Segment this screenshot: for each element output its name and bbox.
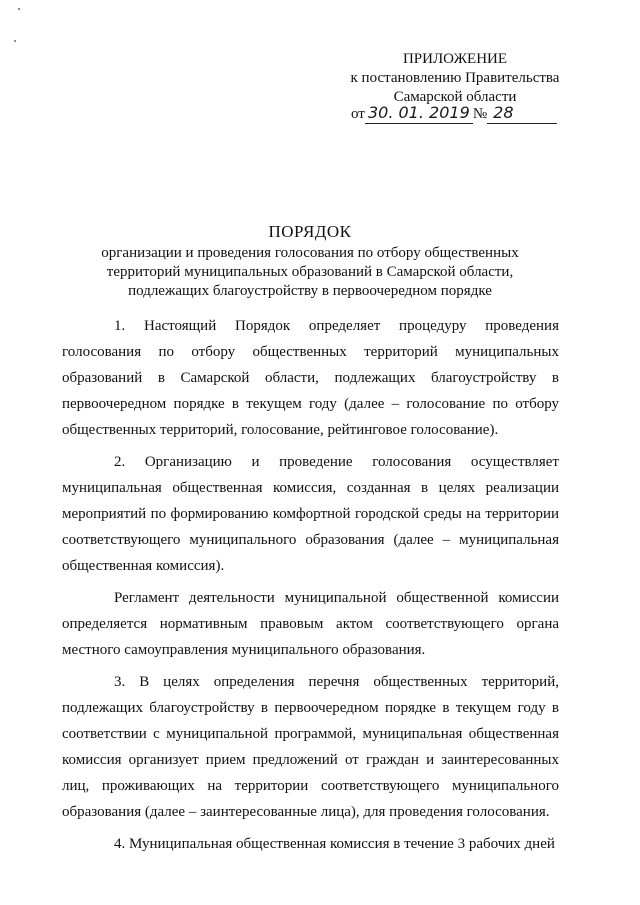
- number-label: №: [472, 106, 488, 122]
- decree-date-number: [351, 104, 557, 124]
- appendix-block: [330, 50, 580, 107]
- document-subtitle: [60, 244, 560, 301]
- scan-speck: [14, 40, 16, 42]
- subtitle-line: подлежащих благоустройству в первоочередном порядке: [128, 283, 492, 299]
- subtitle-line: территорий муниципальных образований в Самарской области,: [106, 264, 514, 280]
- appendix-line-2: Самарской области: [393, 89, 517, 105]
- paragraph-1: 1. Настоящий Порядок определяет процедуру проведения голосования по отбору общественных территорий муниципальных образований в Самарской области, подлежащих благоустройству в первоочередном порядке в текущем году (далее – голосование по отбору общественных территорий, голосование, рейтинговое голосование).: [62, 318, 559, 438]
- handwritten-date: 30. 01. 2019: [367, 103, 470, 122]
- document-title: ПОРЯДОК: [268, 222, 352, 241]
- paragraph-2: 2. Организацию и проведение голосования осуществляет муниципальная общественная комиссия, созданная в целях реализации мероприятий по формированию комфортной городской среды на территории соответствующего муниципального образования (далее – муниципальная общественная комиссия).: [62, 454, 559, 574]
- scan-speck: [18, 8, 20, 10]
- handwritten-number: 28: [493, 103, 514, 122]
- paragraph-3: 3. В целях определения перечня общественных территорий, подлежащих благоустройству в первоочередном порядке в текущем году в соответствии с муниципальной программой, муниципальная общественная комиссия организует прием предложений от граждан и заинтересованных лиц, проживающих на территории соответствующего муниципального образования (далее – заинтересованные лица), для проведения голосования.: [62, 674, 559, 820]
- subtitle-line: организации и проведения голосования по отбору общественных: [101, 245, 519, 261]
- document-body: [62, 313, 559, 857]
- appendix-line-1: к постановлению Правительства: [350, 70, 560, 86]
- paragraph-4: 4. Муниципальная общественная комиссия в течение 3 рабочих дней: [114, 836, 555, 852]
- appendix-heading: ПРИЛОЖЕНИЕ: [402, 51, 508, 67]
- paragraph-2-regulation: Регламент деятельности муниципальной общественной комиссии определяется нормативным правовым актом соответствующего органа местного самоуправления муниципального образования.: [62, 590, 559, 658]
- from-label: от: [351, 106, 365, 122]
